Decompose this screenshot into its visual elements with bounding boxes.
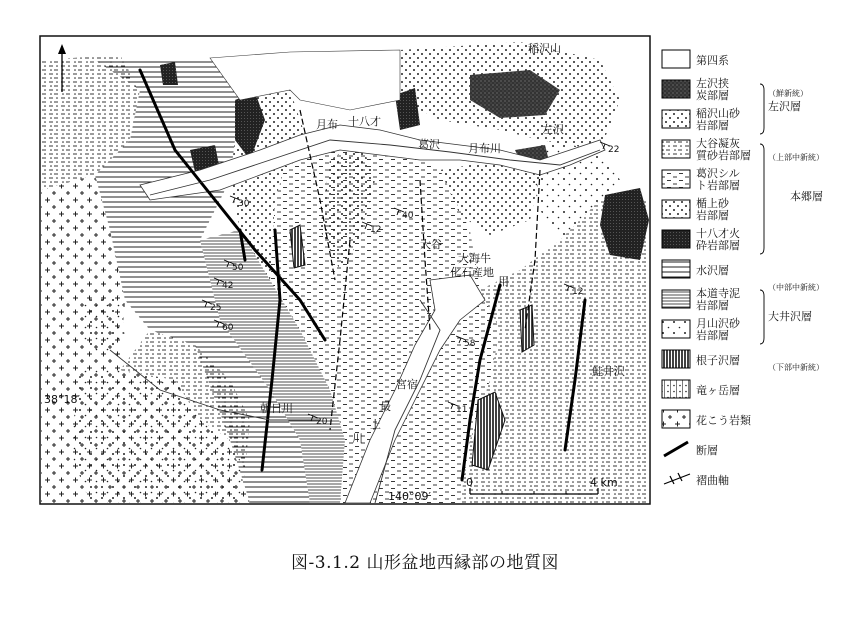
group-lower-age: （下部中新統） xyxy=(768,363,824,372)
legend-label: 大谷凝灰質砂岩部層 xyxy=(696,137,751,162)
legend-label: 月山沢砂岩部層 xyxy=(696,317,740,342)
legend-swatch xyxy=(662,410,690,428)
legend-swatch xyxy=(662,110,690,128)
legend-swatch xyxy=(662,200,690,218)
label-fossil-2: 化石産地 xyxy=(450,266,494,279)
label-kuzusawa: 葛沢 xyxy=(418,138,440,151)
group-hongo-so: 本郷層 xyxy=(790,190,823,203)
legend-item xyxy=(664,473,729,487)
group-hidarizawa-so: 左沢層 xyxy=(768,100,801,113)
unit-nekozawa-2 xyxy=(520,305,534,352)
label-fossil-1: 大海牛 xyxy=(458,252,491,265)
label-yo: 用 xyxy=(498,275,509,288)
legend-item xyxy=(662,226,740,252)
legend-label: 第四系 xyxy=(696,54,729,67)
label-miyajuku: 宮宿 xyxy=(396,378,418,391)
label-lon: 140°09′ xyxy=(388,490,431,503)
legend-label: 左沢挟炭部層 xyxy=(696,77,729,102)
unit-juhassai-d xyxy=(160,62,178,85)
legend-label: 根子沢層 xyxy=(696,354,740,367)
legend-swatch xyxy=(662,380,690,398)
label-mogami-3: 川 xyxy=(352,432,363,445)
label-lat: 38°18′ xyxy=(44,393,80,406)
legend-item xyxy=(664,442,718,457)
dip-value: 25 xyxy=(210,303,222,313)
label-mogami-2: 上 xyxy=(370,418,381,431)
dip-value: 58 xyxy=(464,339,476,349)
legend-item xyxy=(662,410,751,428)
figure-caption: 図-3.1.2 山形盆地西縁部の地質図 xyxy=(291,553,559,573)
group-oisawa-age: （中部中新統） xyxy=(768,283,824,292)
legend-swatch xyxy=(662,170,690,188)
legend-swatch xyxy=(662,140,690,158)
label-tsukinuno-a: 月布 xyxy=(316,118,338,131)
legend-label: 褶曲軸 xyxy=(696,474,729,487)
label-oya: 大谷 xyxy=(420,238,442,251)
label-juhassai: 十八才 xyxy=(348,115,381,128)
legend-label: 水沢層 xyxy=(696,264,729,277)
dip-value: 22 xyxy=(608,145,620,155)
label-tsukinuno-b: 月布川 xyxy=(468,142,501,155)
legend-label: 断層 xyxy=(696,444,718,457)
dip-value: 30 xyxy=(238,199,250,209)
label-asahi: 朝日川 xyxy=(260,402,293,415)
legend-label: 十八才火砕岩部層 xyxy=(696,227,740,252)
legend-label: 本道寺泥岩部層 xyxy=(696,287,740,312)
dip-value: 50 xyxy=(232,263,244,273)
dip-value: 60 xyxy=(222,323,234,333)
dip-value: 12 xyxy=(370,225,382,235)
fault-symbol-icon xyxy=(664,442,688,456)
label-hidarizawa: 左沢 xyxy=(542,123,564,136)
dip-value: 11 xyxy=(456,405,468,415)
legend-swatch xyxy=(662,320,690,338)
legend-swatch xyxy=(662,50,690,68)
legend-item xyxy=(662,286,740,312)
dip-value: 20 xyxy=(316,417,328,427)
dip-value: 40 xyxy=(402,211,414,221)
fold-axis-symbol-icon xyxy=(664,473,690,484)
legend-item xyxy=(662,136,751,162)
legend-groups xyxy=(760,84,764,344)
legend-item xyxy=(662,260,729,278)
legend-swatch xyxy=(662,80,690,98)
legend-item xyxy=(662,196,730,222)
legend-item xyxy=(662,166,740,192)
dip-value: 42 xyxy=(222,281,234,291)
legend-item xyxy=(662,316,741,342)
legend-item xyxy=(662,50,729,68)
legend-item xyxy=(662,76,729,102)
scale-end: 4 km xyxy=(590,476,618,489)
legend-swatch xyxy=(662,230,690,248)
legend-swatch xyxy=(662,350,690,368)
legend-label: 稲沢山砂岩部層 xyxy=(696,107,740,132)
scale-zero: 0 xyxy=(466,476,473,489)
legend-label: 竜ヶ岳層 xyxy=(696,384,740,397)
legend-label: 楯上砂岩部層 xyxy=(696,197,729,222)
group-oisawa-so: 大井沢層 xyxy=(768,310,812,323)
label-sukai: 鮭井沢 xyxy=(592,365,625,378)
legend-item xyxy=(662,106,741,132)
legend-label: 葛沢シルト岩部層 xyxy=(696,167,740,192)
label-inazawayama: 稲沢山 xyxy=(528,42,561,55)
label-mogami-1: 最 xyxy=(380,400,391,413)
legend-item xyxy=(662,380,740,398)
legend-item xyxy=(662,350,740,368)
legend-swatch xyxy=(662,290,690,308)
legend-swatch xyxy=(662,260,690,278)
group-hongo-age: （上部中新統） xyxy=(768,153,824,162)
legend-label: 花こう岩類 xyxy=(696,414,751,427)
legend xyxy=(662,50,824,487)
dip-value: 12 xyxy=(572,287,584,297)
group-hidarizawa-age: （鮮新統） xyxy=(768,89,808,98)
